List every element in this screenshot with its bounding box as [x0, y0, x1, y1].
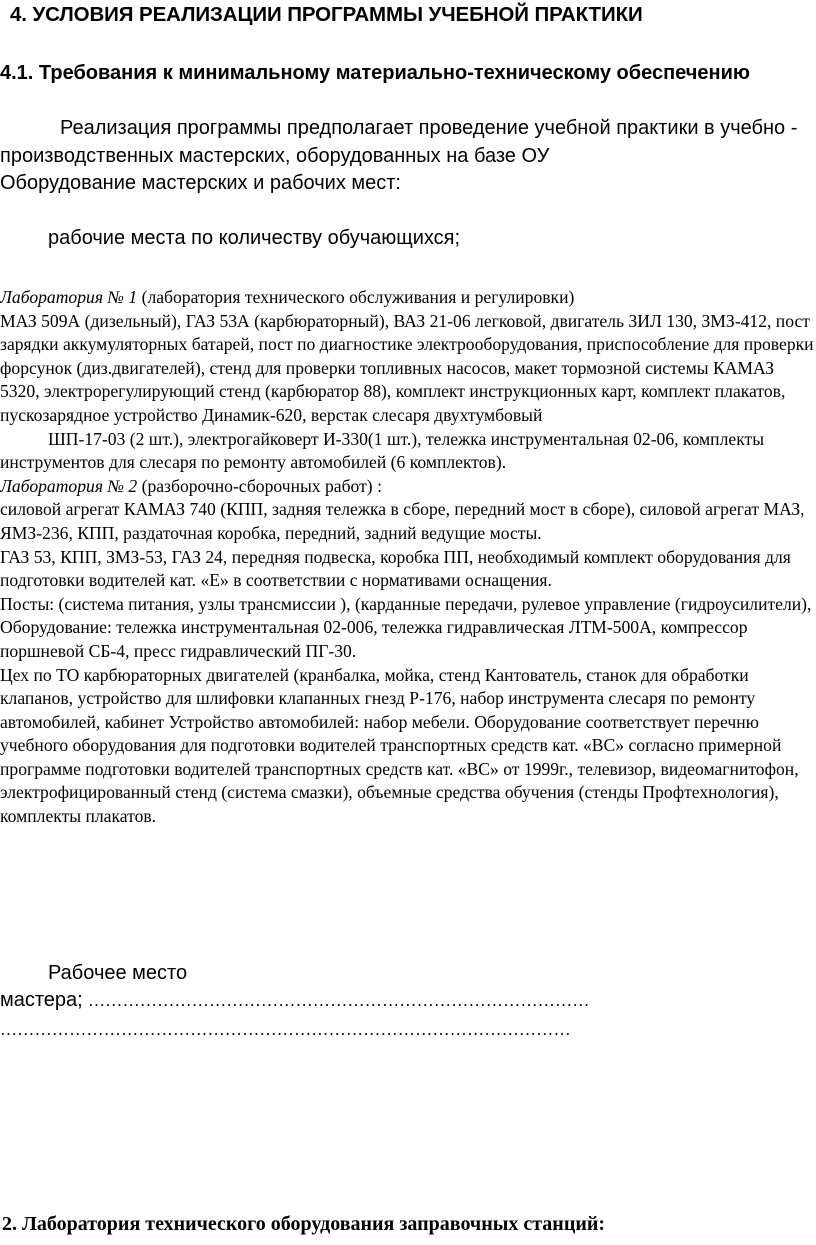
lab2-heading — [0, 475, 816, 499]
lab2-paragraph-1: силовой агрегат КАМАЗ 740 (КПП, задняя тележка в сборе, передний мост в сборе), силовой агрегат МАЗ, ЯМЗ-236, КПП, раздаточная коробка, передний, задний ведущие мосты. — [0, 499, 805, 543]
intro-paragraph — [0, 115, 816, 198]
bullet-item: рабочие места по количеству обучающихся; — [48, 227, 461, 249]
intro-line: Оборудование мастерских и рабочих мест: — [0, 172, 401, 194]
lab2-paragraph-5: Цех по ТО карбюраторных двигателей (кранбалка, мойка, стенд Кантователь, станок для обработки клапанов, устройство для шлифовки клапанных гнезд Р-176, набор инструмента слесаря по ремонту автомобилей, кабинет Устройство автомобилей: набор мебели. Оборудование соответствует перечню учебного оборудования для подготовки водителей транспортных средств кат. «ВС» согласно примерной программе подготовки водителей транспортных средств кат. «ВС» от 1999г., телевизор, видеомагнитофон, электрофицированный стенд (система смазки), объемные средства обучения (стенды Профтехнология), комплекты плакатов. — [0, 664, 799, 827]
workplace-dots-1: …………………………………………………………………………… — [88, 991, 590, 1010]
lab1-desc: (лаборатория технического обслуживания и регулировки) — [137, 287, 575, 307]
lab2-desc: (разборочно-сборочных работ) : — [137, 475, 382, 496]
workplace-label-1: Рабочее место — [48, 962, 188, 984]
lab1-text-a: МАЗ 509А (дизельный), ГАЗ 53А (карбюраторный), ВАЗ 21-06 легковой, двигатель ЗИЛ 130, ЗМЗ-412, пост зарядки аккумуляторных батарей, пост по диагностике электрооборудования, приспособление для проверки форсунок (диз.двигателей), стенд для проверки топливных насосов, макет тормозной системы КАМАЗ 5320, электрорегулирующий стенд (карбюратор 88), комплект инструкционных карт, комплект плакатов, пускозарядное устройство Динамик-620, верстак слесаря двухтумбовый — [0, 310, 814, 425]
lab2-name: Лаборатория № 2 — [0, 475, 138, 496]
lab2-paragraph-2: ГАЗ 53, КПП, ЗМЗ-53, ГАЗ 24, передняя подвеска, коробка ПП, необходимый комплект оборудования для подготовки водителей кат. «Е» в соответствии с нормативами оснащения. — [0, 546, 791, 591]
subsection-title: 4.1. Требования к минимальному материально-техническому обеспечению — [0, 62, 750, 84]
workplace-label-2: мастера; — [0, 989, 83, 1011]
next-section-title: 2. Лаборатория технического оборудования заправочных станций: — [2, 1213, 606, 1235]
lab2-paragraph-4: Оборудование: тележка инструментальная 02-006, тележка гидравлическая ЛТМ-500А, компрессор поршневой СБ-4, пресс гидравлический ПГ-30. — [0, 617, 748, 661]
lab1-name: Лаборатория № 1 — [0, 287, 138, 307]
lab1-text-b: ШП-17-03 (2 шт.), электрогайковерт И-330(1 шт.), тележка инструментальная 02-06, комплекты инструментов для слесаря по ремонту автомобилей (6 комплектов). — [0, 428, 765, 473]
workplace-dots-2: ……………………………………………………………………………………… — [0, 1020, 571, 1039]
section-title: 4. УСЛОВИЯ РЕАЛИЗАЦИИ ПРОГРАММЫ УЧЕБНОЙ ПРАКТИКИ — [10, 3, 643, 26]
lab2-paragraph-3: Посты: (система питания, узлы трансмиссии ), (карданные передачи, рулевое управление (гидроусилители), — [0, 593, 812, 614]
lab1-heading — [0, 286, 816, 310]
intro-lead: Реализация программы предполагает проведение учебной практики в учебно - производственных мастерских, оборудованных на базе ОУ — [0, 117, 798, 167]
body-text — [0, 286, 816, 829]
lab1-text-b-wrap — [0, 428, 816, 475]
